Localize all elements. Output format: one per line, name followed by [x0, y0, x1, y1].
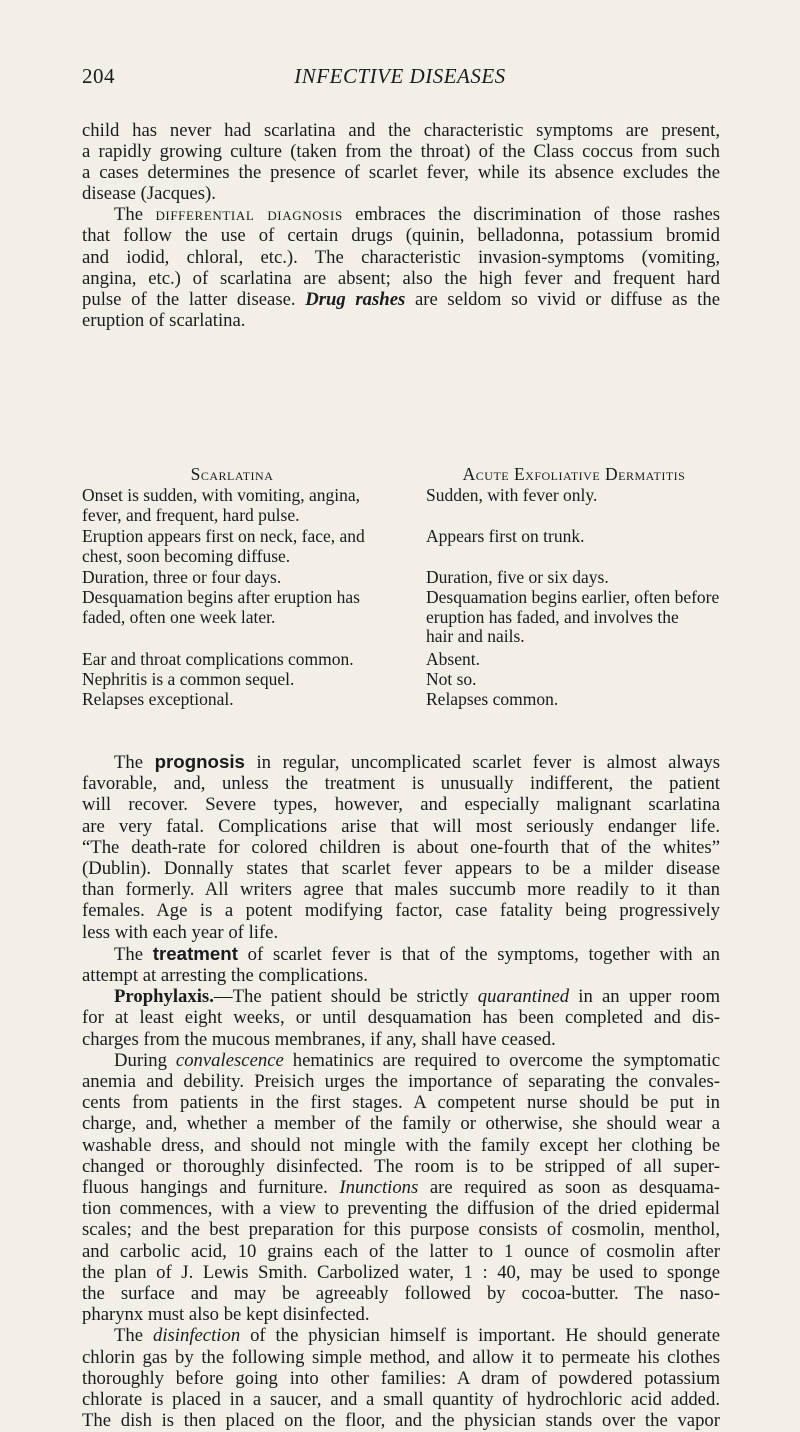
term-inunctions: Inunctions [339, 1177, 419, 1199]
table-cell [426, 568, 722, 588]
text-run: The [114, 1325, 144, 1347]
column-heading-dermatitis: Acute Exfoliative Dermatitis [462, 464, 686, 484]
text-line [82, 204, 720, 225]
text-line [82, 1177, 720, 1198]
text-line: Relapses common. [426, 689, 559, 709]
text-line: chlorin gas by the following simple method, and allow it to permeate his clothes [82, 1346, 720, 1368]
text-line: the surface and may be agreeably followed by cocoa-butter. The naso- [82, 1283, 720, 1305]
text-line: will recover. Severe types, however, and especially malignant scarlatina [82, 794, 720, 816]
table-cell [82, 650, 382, 670]
text-line: and iodid, chloral, etc.). The characteristic invasion-symptoms (vomiting, [82, 246, 720, 268]
text-run: pulse of the latter disease. [82, 288, 296, 310]
text-line: charge, and, whether a member of the family or otherwise, she should wear a [82, 1113, 720, 1135]
text-line: females. Age is a potent modifying factor, case fatality being progressively [82, 900, 720, 922]
text-line: chlorate is placed in a saucer, and a small quantity of hydrochloric acid added. [82, 1389, 720, 1411]
text-line: eruption has faded, and involves the [426, 606, 679, 627]
paragraph-prophylaxis [82, 986, 720, 1050]
table-cell [82, 527, 382, 566]
text-line [82, 1325, 720, 1346]
text-line: pharynx must also be kept disinfected. [82, 1304, 370, 1326]
text-line: Absent. [426, 649, 480, 669]
text-line: disease (Jacques). [82, 183, 216, 205]
text-line: faded, often one week later. [82, 606, 276, 627]
text-line: Eruption appears first on neck, face, and [82, 526, 365, 546]
text-line: Sudden, with fever only. [426, 485, 598, 505]
page-number: 204 [82, 64, 115, 88]
main-text [82, 751, 720, 1432]
term-treatment: treatment [152, 942, 238, 964]
paragraph-scarlatina-culture [82, 120, 720, 204]
table-cell [82, 588, 382, 627]
text-line: The dish is then placed on the floor, and the physician stands over the vapor [82, 1410, 720, 1432]
text-line [82, 751, 720, 773]
text-line: less with each year of life. [82, 921, 279, 943]
text-run: of scarlet fever is that of the symptoms, together with an [247, 943, 720, 965]
paragraph-differential-diagnosis [82, 204, 720, 331]
text-line: and carbolic acid, 10 grains each of the latter to 1 ounce of cosmolin after [82, 1240, 720, 1262]
text-line: child has never had scarlatina and the characteristic symptoms are present, [82, 120, 720, 141]
text-line: anemia and debility. Preisich urges the importance of separating the convales- [82, 1071, 720, 1093]
text-line: Ear and throat complications common. [82, 649, 354, 669]
term-prognosis: prognosis [154, 751, 245, 772]
text-line: “The death-rate for colored children is about one-fourth that of the whites” [82, 836, 720, 858]
text-line: changed or thoroughly disinfected. The room is to be stripped of all super- [82, 1155, 720, 1177]
paragraph-convalescence [82, 1050, 720, 1326]
text-line: are very fatal. Complications arise that will most seriously endanger life. [82, 815, 720, 837]
text-line: cents from patients in the first stages. A competent nurse should be put in [82, 1092, 720, 1114]
text-line: a rapidly growing culture (taken from the throat) of the Class coccus from such [82, 141, 720, 163]
paragraph-prognosis [82, 751, 720, 943]
term-differential-diagnosis: differential diagnosis [155, 204, 343, 226]
text-line: attempt at arresting the complications. [82, 965, 368, 987]
table-cell [82, 486, 382, 525]
text-line: thoroughly before going into other families: A dram of powdered potassium [82, 1367, 720, 1389]
text-line: hair and nails. [426, 626, 525, 646]
text-line: Relapses exceptional. [82, 689, 234, 709]
text-line: Appears first on trunk. [426, 526, 585, 546]
table-cell [426, 588, 722, 647]
text-run: are seldom so vivid or diffuse as the [414, 288, 720, 310]
table-cell [82, 690, 382, 710]
text-line: the plan of J. Lewis Smith. Carbolized water, 1 : 40, may be used to sponge [82, 1261, 720, 1283]
paragraph-disinfection [82, 1325, 720, 1431]
text-line: eruption of scarlatina. [82, 309, 246, 331]
text-run: The [114, 752, 144, 773]
text-line: Duration, five or six days. [426, 567, 609, 587]
text-line: Onset is sudden, with vomiting, angina, [82, 485, 361, 505]
running-header [0, 64, 800, 94]
intro-section [82, 120, 720, 331]
text-line: Desquamation begins after eruption has [82, 587, 360, 607]
text-line: angina, etc.) of scarlatina are absent; also the high fever and frequent hard [82, 267, 720, 289]
term-drug-rashes: Drug rashes [305, 288, 406, 310]
text-run: in an upper room [578, 986, 721, 1008]
table-cell [426, 650, 722, 670]
text-run: embraces the discrimination of those rashes [355, 204, 721, 226]
term-convalescence: convalescence [175, 1049, 284, 1071]
table-cell [82, 568, 382, 588]
text-line [82, 943, 720, 965]
text-line: Not so. [426, 669, 477, 689]
text-line: than formerly. All writers agree that males succumb more readily to it than [82, 879, 720, 901]
text-run: fluous hangings and furniture. [82, 1177, 328, 1199]
text-line [82, 1050, 720, 1071]
running-title: INFECTIVE DISEASES [294, 64, 506, 88]
text-line: Desquamation begins earlier, often before [426, 587, 720, 607]
table-cell [426, 527, 722, 547]
term-prophylaxis: Prophylaxis. [114, 986, 214, 1008]
term-quarantined: quarantined [477, 986, 570, 1008]
text-line: that follow the use of certain drugs (quinin, belladonna, potassium bromid [82, 225, 720, 247]
table-cell [426, 486, 722, 506]
text-run: The [114, 943, 144, 965]
text-line [82, 289, 720, 310]
column-heading-scarlatina: Scarlatina [190, 464, 274, 484]
text-line: washable dress, and should not mingle with the family except her clothing be [82, 1134, 720, 1156]
text-line: chest, soon becoming diffuse. [82, 545, 291, 566]
text-line: a cases determines the presence of scarlet fever, while its absence excludes the [82, 162, 720, 184]
text-run: —The patient should be strictly [213, 986, 469, 1008]
text-run: The [114, 204, 144, 226]
text-line: Nephritis is a common sequel. [82, 669, 295, 689]
text-line: charges from the mucous membranes, if any, shall have ceased. [82, 1028, 556, 1050]
text-line: (Dublin). Donnally states that scarlet fever appears to be a milder disease [82, 858, 720, 880]
term-disinfection: disinfection [152, 1325, 241, 1347]
text-run: hematinics are required to overcome the symptomatic [292, 1049, 721, 1071]
paragraph-treatment [82, 943, 720, 986]
text-line: Duration, three or four days. [82, 567, 282, 587]
text-line: for at least eight weeks, or until desquamation has been completed and dis- [82, 1007, 720, 1029]
text-line: scales; and the best preparation for this purpose consists of cosmolin, menthol, [82, 1219, 720, 1241]
text-line: fever, and frequent, hard pulse. [82, 504, 300, 525]
text-line [82, 986, 720, 1007]
text-line: tion commences, with a view to preventing the diffusion of the dried epidermal [82, 1198, 720, 1220]
text-run: are required as soon as desquama- [429, 1177, 721, 1199]
text-run: of the physician himself is important. He should generate [250, 1325, 721, 1347]
text-run: During [114, 1049, 167, 1071]
text-line: favorable, and, unless the treatment is unusually indifferent, the patient [82, 773, 720, 795]
text-run: in regular, uncomplicated scarlet fever is almost always [256, 752, 720, 773]
table-cell [82, 670, 382, 690]
table-cell [426, 670, 722, 690]
table-cell [426, 690, 722, 710]
